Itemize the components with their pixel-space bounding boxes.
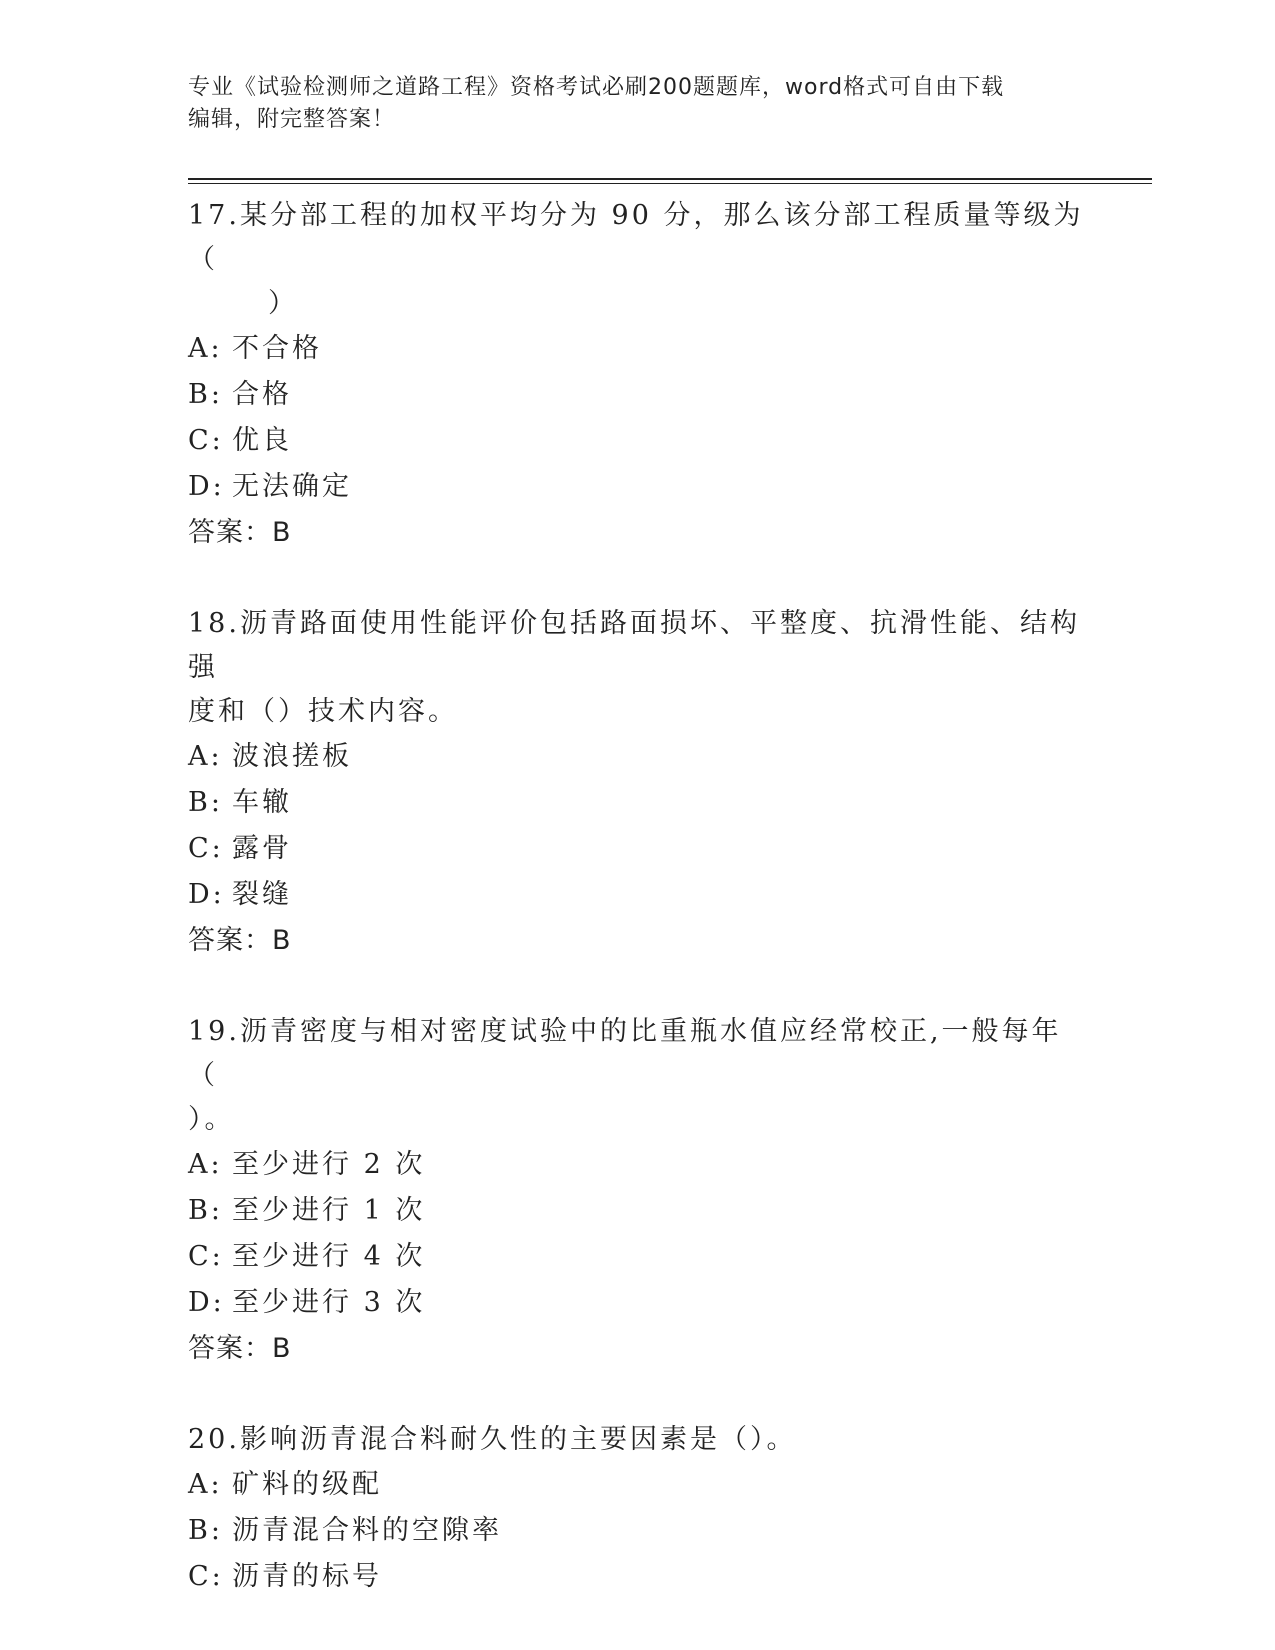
option-label: A: bbox=[188, 1469, 223, 1500]
option-label: C: bbox=[188, 1241, 224, 1272]
option-text: 至少进行 3 次 bbox=[232, 1287, 426, 1318]
question-text-line-1: 18.沥青路面使用性能评价包括路面损坏、平整度、抗滑性能、结构强 bbox=[188, 608, 1080, 683]
option-b bbox=[188, 372, 1088, 418]
question-text-line-1: 19.沥青密度与相对密度试验中的比重瓶水值应经常校正,一般每年（ bbox=[188, 1016, 1062, 1091]
option-d bbox=[188, 872, 1088, 918]
header-divider-thin bbox=[188, 183, 1152, 184]
option-a bbox=[188, 734, 1088, 780]
question-20 bbox=[188, 1414, 1088, 1600]
option-d bbox=[188, 464, 1088, 510]
answer-line: 答案：B bbox=[188, 1333, 292, 1364]
answer-line: 答案：B bbox=[188, 517, 292, 548]
option-a bbox=[188, 326, 1088, 372]
option-b bbox=[188, 780, 1088, 826]
option-text: 合格 bbox=[232, 379, 292, 410]
header-line-2: 编辑，附完整答案！ bbox=[188, 107, 396, 132]
question-text-line-1: 20.影响沥青混合料耐久性的主要因素是（）。 bbox=[188, 1424, 797, 1455]
option-label: A: bbox=[188, 1149, 223, 1180]
option-text: 矿料的级配 bbox=[232, 1469, 382, 1500]
question-text-line-2: ） bbox=[268, 288, 298, 319]
option-label: C: bbox=[188, 425, 224, 456]
option-text: 至少进行 2 次 bbox=[232, 1149, 426, 1180]
option-c bbox=[188, 1234, 1088, 1280]
question-list bbox=[188, 190, 1088, 1642]
option-c bbox=[188, 1554, 1088, 1600]
question-17 bbox=[188, 190, 1088, 556]
option-label: B: bbox=[188, 379, 223, 410]
option-label: B: bbox=[188, 787, 223, 818]
question-text-line-2: 度和（）技术内容。 bbox=[188, 696, 458, 727]
question-18 bbox=[188, 598, 1088, 964]
question-19 bbox=[188, 1006, 1088, 1372]
answer-line: 答案：B bbox=[188, 925, 292, 956]
question-text-line-1: 17.某分部工程的加权平均分为 90 分，那么该分部工程质量等级为（ bbox=[188, 200, 1084, 275]
question-text bbox=[188, 1414, 1088, 1462]
header-line-1: 专业《试验检测师之道路工程》资格考试必刷200题题库，word格式可自由下载 bbox=[188, 75, 1005, 100]
option-label: C: bbox=[188, 1561, 224, 1592]
option-text: 车辙 bbox=[232, 787, 292, 818]
option-label: C: bbox=[188, 833, 224, 864]
question-text bbox=[188, 1006, 1088, 1142]
option-text: 裂缝 bbox=[232, 879, 292, 910]
option-label: B: bbox=[188, 1195, 223, 1226]
question-text bbox=[188, 598, 1088, 734]
option-c bbox=[188, 826, 1088, 872]
option-b bbox=[188, 1508, 1088, 1554]
option-label: D: bbox=[188, 471, 225, 502]
option-label: A: bbox=[188, 741, 223, 772]
option-d bbox=[188, 1280, 1088, 1326]
option-text: 无法确定 bbox=[232, 471, 352, 502]
question-text bbox=[188, 190, 1088, 326]
option-text: 至少进行 4 次 bbox=[232, 1241, 426, 1272]
option-label: D: bbox=[188, 879, 225, 910]
option-text: 至少进行 1 次 bbox=[232, 1195, 426, 1226]
option-b bbox=[188, 1188, 1088, 1234]
option-a bbox=[188, 1142, 1088, 1188]
option-label: A: bbox=[188, 333, 223, 364]
option-text: 沥青混合料的空隙率 bbox=[232, 1515, 502, 1546]
option-text: 露骨 bbox=[232, 833, 292, 864]
option-text: 不合格 bbox=[232, 333, 322, 364]
option-label: D: bbox=[188, 1287, 225, 1318]
document-header bbox=[188, 72, 1088, 136]
question-text-line-2: ）。 bbox=[188, 1104, 235, 1135]
header-divider-thick bbox=[188, 178, 1152, 180]
option-text: 沥青的标号 bbox=[232, 1561, 382, 1592]
option-c bbox=[188, 418, 1088, 464]
option-text: 波浪搓板 bbox=[232, 741, 352, 772]
option-text: 优良 bbox=[232, 425, 292, 456]
option-a bbox=[188, 1462, 1088, 1508]
option-label: B: bbox=[188, 1515, 223, 1546]
